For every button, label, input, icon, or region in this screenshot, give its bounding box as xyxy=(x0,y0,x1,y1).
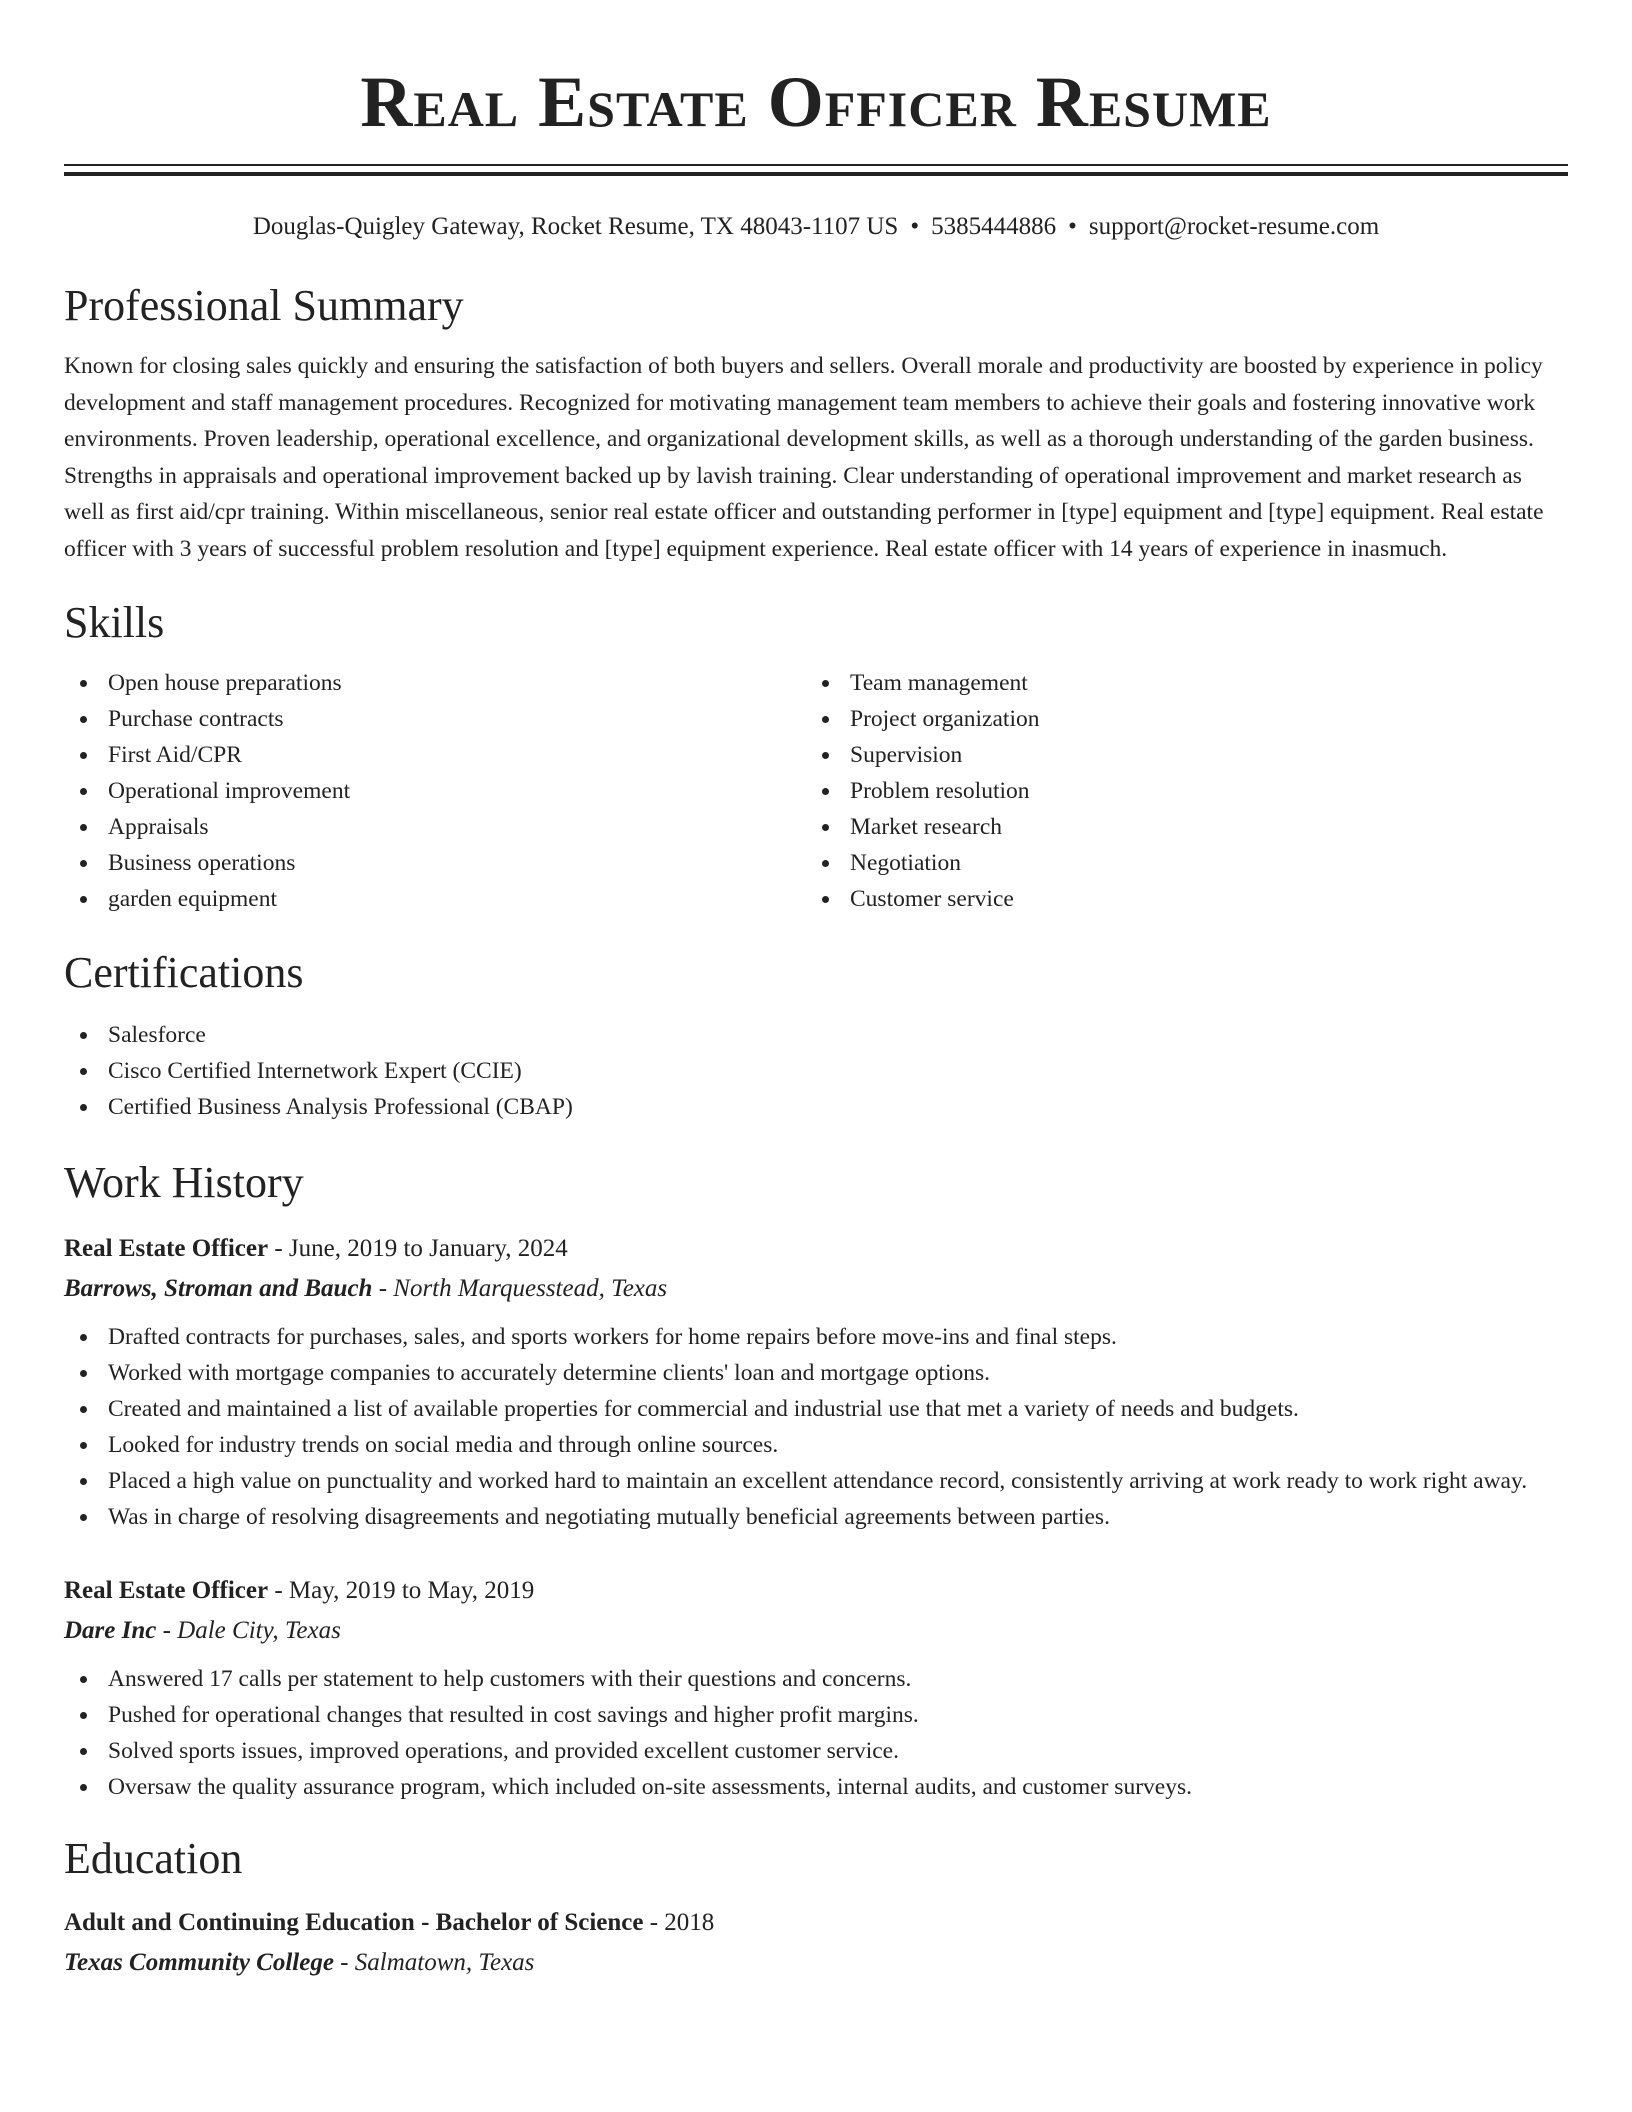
job-company: Barrows, Stroman and Bauch xyxy=(64,1275,373,1302)
job-bullet-list xyxy=(64,1661,1568,1805)
contact-separator: • xyxy=(1068,213,1077,240)
job-company: Dare Inc xyxy=(64,1617,157,1644)
skill-item: Operational improvement xyxy=(64,773,806,809)
job-bullet: Oversaw the quality assurance program, which included on-site assessments, internal audits, and customer surveys. xyxy=(64,1769,1568,1805)
skill-item: Business operations xyxy=(64,845,806,881)
skill-item: Purchase contracts xyxy=(64,701,806,737)
education-entry xyxy=(64,1903,1568,1983)
job-bullet: Answered 17 calls per statement to help customers with their questions and concerns. xyxy=(64,1661,1568,1697)
contact-address: Douglas-Quigley Gateway, Rocket Resume, TX 48043-1107 US xyxy=(252,213,899,240)
skills-heading: Skills xyxy=(64,598,165,647)
skill-item: Problem resolution xyxy=(806,773,1548,809)
job-bullet: Solved sports issues, improved operations, and provided excellent customer service. xyxy=(64,1733,1568,1769)
job-title: Real Estate Officer xyxy=(64,1577,269,1604)
job-company-line xyxy=(64,1269,1568,1309)
job-bullet: Placed a high value on punctuality and worked hard to maintain an excellent attendance record, consistently arriving at work ready to work right away. xyxy=(64,1463,1568,1499)
education-heading: Education xyxy=(64,1834,243,1883)
certification-item: Salesforce xyxy=(64,1017,1568,1053)
job-title: Real Estate Officer xyxy=(64,1235,269,1262)
summary-heading: Professional Summary xyxy=(64,281,464,330)
skill-item: Project organization xyxy=(806,701,1548,737)
job-title-line xyxy=(64,1571,1568,1611)
summary-text: Known for closing sales quickly and ensuring the satisfaction of both buyers and sellers. Overall morale and productivity are boosted by experience in policy development and staff management procedures. Recognized for motivating management team members to achieve their goals and fostering innovative work environments. Proven leadership, operational excellence, and organizational development skills, as well as a thorough understanding of the garden business. Strengths in appraisals and operational improvement backed up by lavish training. Clear understanding of operational improvement and market research as well as first aid/cpr training. Within miscellaneous, senior real estate officer and outstanding performer in [type] equipment and [type] equipment. Real estate officer with 3 years of successful problem resolution and [type] equipment experience. Real estate officer with 14 years of experience in inasmuch. xyxy=(64,353,1544,562)
work-history-heading: Work History xyxy=(64,1158,304,1207)
contact-phone: 5385444886 xyxy=(931,213,1057,240)
skill-item: First Aid/CPR xyxy=(64,737,806,773)
job-entry xyxy=(64,1229,1568,1535)
job-location: - North Marquesstead, Texas xyxy=(372,1275,668,1302)
contact-separator: • xyxy=(910,213,920,240)
skills-left-list xyxy=(64,665,806,917)
job-bullet: Worked with mortgage companies to accurately determine clients' loan and mortgage options. xyxy=(64,1355,1568,1391)
job-entry xyxy=(64,1571,1568,1805)
divider-thin xyxy=(64,164,1568,166)
job-bullet: Was in charge of resolving disagreements and negotiating mutually beneficial agreements between parties. xyxy=(64,1499,1568,1535)
education-school-line xyxy=(64,1943,1568,1983)
job-bullet: Drafted contracts for purchases, sales, and sports workers for home repairs before move-ins and final steps. xyxy=(64,1319,1568,1355)
contact-line xyxy=(64,212,1568,242)
certification-item: Cisco Certified Internetwork Expert (CCIE) xyxy=(64,1053,1568,1089)
job-dates: - May, 2019 to May, 2019 xyxy=(268,1577,535,1604)
certifications-heading: Certifications xyxy=(64,948,304,997)
job-company-line xyxy=(64,1611,1568,1651)
skill-item: garden equipment xyxy=(64,881,806,917)
education-location: - Salmatown, Texas xyxy=(333,1949,535,1976)
certification-item: Certified Business Analysis Professional (CBAP) xyxy=(64,1089,1568,1125)
education-school: Texas Community College xyxy=(64,1949,334,1976)
education-year: - 2018 xyxy=(643,1909,715,1936)
skill-item: Negotiation xyxy=(806,845,1548,881)
job-bullet: Pushed for operational changes that resulted in cost savings and higher profit margins. xyxy=(64,1697,1568,1733)
contact-email: support@rocket-resume.com xyxy=(1088,213,1380,240)
skill-item: Supervision xyxy=(806,737,1548,773)
job-title-line xyxy=(64,1229,1568,1269)
skill-item: Customer service xyxy=(806,881,1548,917)
skill-item: Team management xyxy=(806,665,1548,701)
skills-grid xyxy=(64,665,1568,917)
education-degree-line xyxy=(64,1903,1568,1943)
skill-item: Market research xyxy=(806,809,1548,845)
job-location: - Dale City, Texas xyxy=(156,1617,341,1644)
job-bullet: Created and maintained a list of available properties for commercial and industrial use that met a variety of needs and budgets. xyxy=(64,1391,1568,1427)
education-degree: Adult and Continuing Education - Bachelor of Science xyxy=(64,1909,644,1936)
divider-thick xyxy=(64,172,1568,176)
job-bullet: Looked for industry trends on social media and through online sources. xyxy=(64,1427,1568,1463)
resume-title: Real Estate Officer Resume xyxy=(360,62,1272,142)
job-bullet-list xyxy=(64,1319,1568,1535)
job-dates: - June, 2019 to January, 2024 xyxy=(268,1235,568,1262)
certifications-list xyxy=(64,1017,1568,1125)
skill-item: Open house preparations xyxy=(64,665,806,701)
skill-item: Appraisals xyxy=(64,809,806,845)
skills-right-list xyxy=(806,665,1548,917)
title-divider xyxy=(64,164,1568,176)
